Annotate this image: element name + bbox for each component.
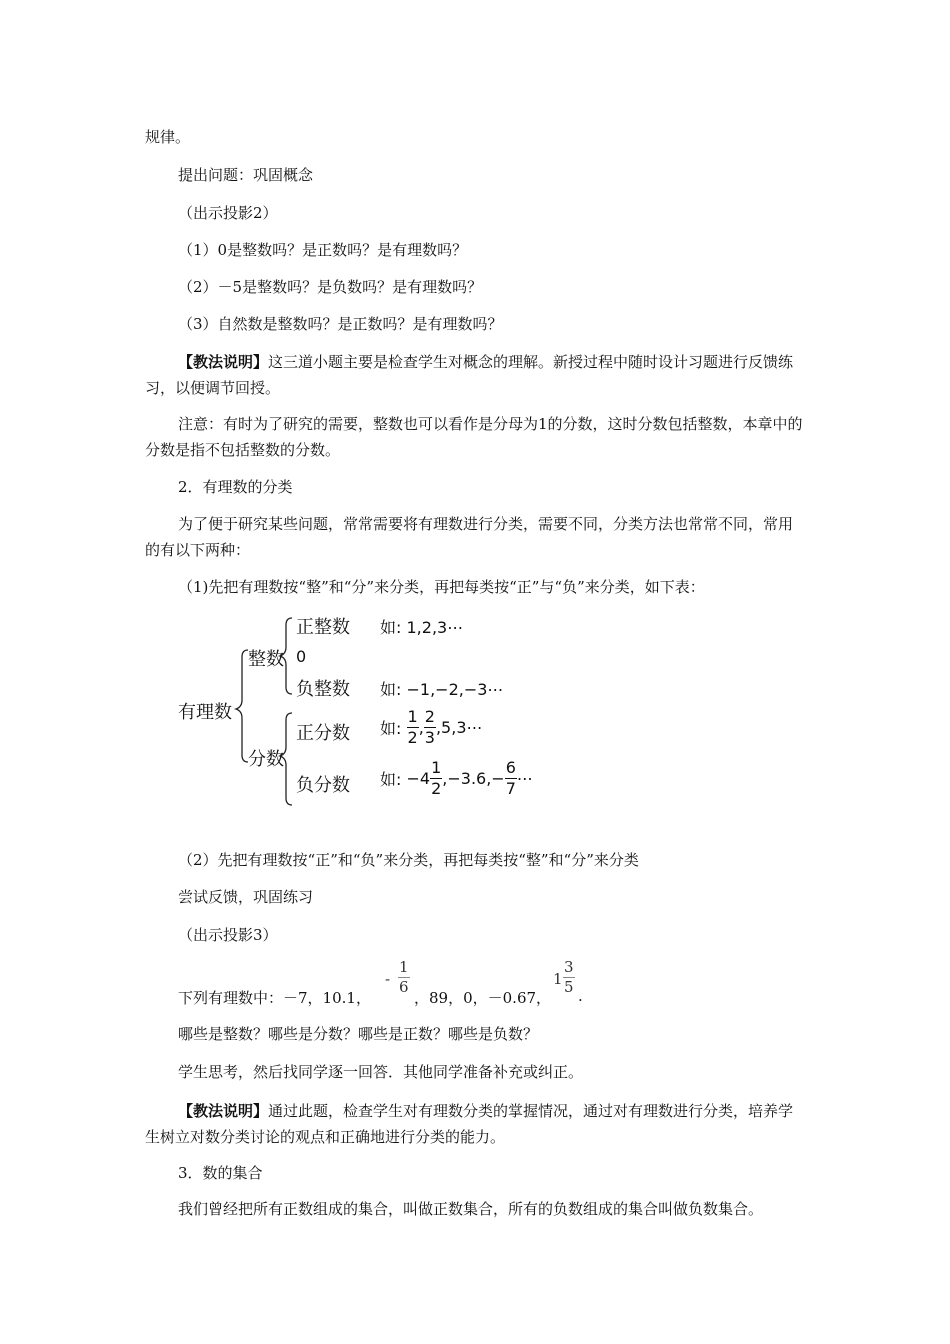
question-3: （3）自然数是整数吗？是正数吗？是有理数吗？ [178,315,503,333]
section-heading-2: 2．有理数的分类 [178,478,293,496]
teaching-note-tag: 【教法说明】 [178,1102,269,1120]
example-positive-fraction [380,709,483,746]
line-projection-2: （出示投影2） [178,204,278,222]
fraction-one-sixth: $\frac{1}{6}$ [399,958,409,996]
fraction-six-sevenths: $\frac{6}{7}$ [505,758,516,798]
positive-integer-label: 正整数 [296,617,350,638]
classification-intro: 为了便于研究某些问题，常常需要将有理数进行分类，需要不同，分类方法也常常不同，常用的有以下两种： [145,515,794,559]
teaching-note-tag: 【教法说明】 [178,353,269,371]
exercise-period: . [578,987,583,1005]
example-positive-integer [380,615,463,638]
teaching-note-2 [145,1098,807,1150]
mixed-number-whole: 1 [553,970,563,988]
question-1: （1）0是整数吗？是正数吗？是有理数吗？ [178,241,468,259]
line-question-intro: 提出问题：巩固概念 [178,166,314,184]
example-values: ,−3.6,− [442,769,505,788]
example-separator: , [418,718,424,737]
example-mixed-whole: −4 [406,769,431,788]
example-prefix: 如: [380,618,402,637]
teaching-note-text: 通过此题，检查学生对有理数分类的掌握情况，通过对有理数进行分类，培养学生树立对数分类讨论的观点和正确地进行分类的能力。 [145,1102,794,1146]
fraction-three-fifths: $\frac{3}{5}$ [564,958,574,996]
example-values: 1,2,3⋯ [406,618,464,637]
root-label: 有理数 [178,702,232,723]
negative-integer-label: 负整数 [296,679,350,700]
example-prefix: 如: [380,719,402,738]
section-heading-3: 3．数的集合 [178,1164,263,1182]
zero-label: 0 [296,647,307,666]
fraction-label: 分数 [248,749,284,770]
student-activity: 学生思考，然后找同学逐一回答．其他同学准备补充或纠正。 [178,1063,584,1081]
positive-fraction-label: 正分数 [296,723,350,744]
example-values: ,5,3⋯ [435,718,483,737]
method-2: （2）先把有理数按“正”和“负”来分类，再把每类按“整”和“分”来分类 [178,851,639,869]
set-intro: 我们曾经把所有正数组成的集合，叫做正数集合，所有的负数组成的集合叫做负数集合。 [178,1200,764,1218]
classification-diagram [170,605,570,820]
note-paragraph: 注意：有时为了研究的需要，整数也可以看作是分母为1的分数，这时分数包括整数，本章中的分数是指不包括整数的分数。 [145,415,803,459]
fraction-one-half: $\frac{1}{2}$ [431,758,442,798]
fraction-two-thirds: $\frac{2}{3}$ [424,707,435,747]
fraction-one-half: $\frac{1}{2}$ [407,707,418,747]
integer-label: 整数 [248,649,284,670]
example-prefix: 如: [380,770,402,789]
example-prefix: 如: [380,680,402,699]
example-values: −1,−2,−3⋯ [406,680,504,699]
exercise-text-b: ，89，0，－0.67， [414,989,552,1007]
question-2: （2）－5是整数吗？是负数吗？是有理数吗？ [178,278,483,296]
exercise-question: 哪些是整数？哪些是分数？哪些是正数？哪些是负数？ [178,1025,539,1043]
minus-sign: - [385,970,391,988]
root-brace [236,650,248,762]
negative-fraction-label: 负分数 [296,775,350,796]
method-1: （1)先把有理数按“整”和“分”来分类，再把每类按“正”与“负”来分类，如下表： [178,578,705,596]
teaching-note-text: 这三道小题主要是检查学生对概念的理解。新授过程中随时设计习题进行反馈练习，以便调节回授。 [145,353,794,397]
feedback-heading: 尝试反馈，巩固练习 [178,888,314,906]
example-negative-fraction [380,760,533,797]
line-projection-3: （出示投影3） [178,926,278,944]
example-negative-integer [380,677,503,700]
teaching-note-1 [145,349,807,401]
line-guilv: 规律。 [145,128,191,146]
exercise-text-a: 下列有理数中：－7，10.1， [178,989,371,1007]
example-ellipsis: ⋯ [516,769,533,788]
